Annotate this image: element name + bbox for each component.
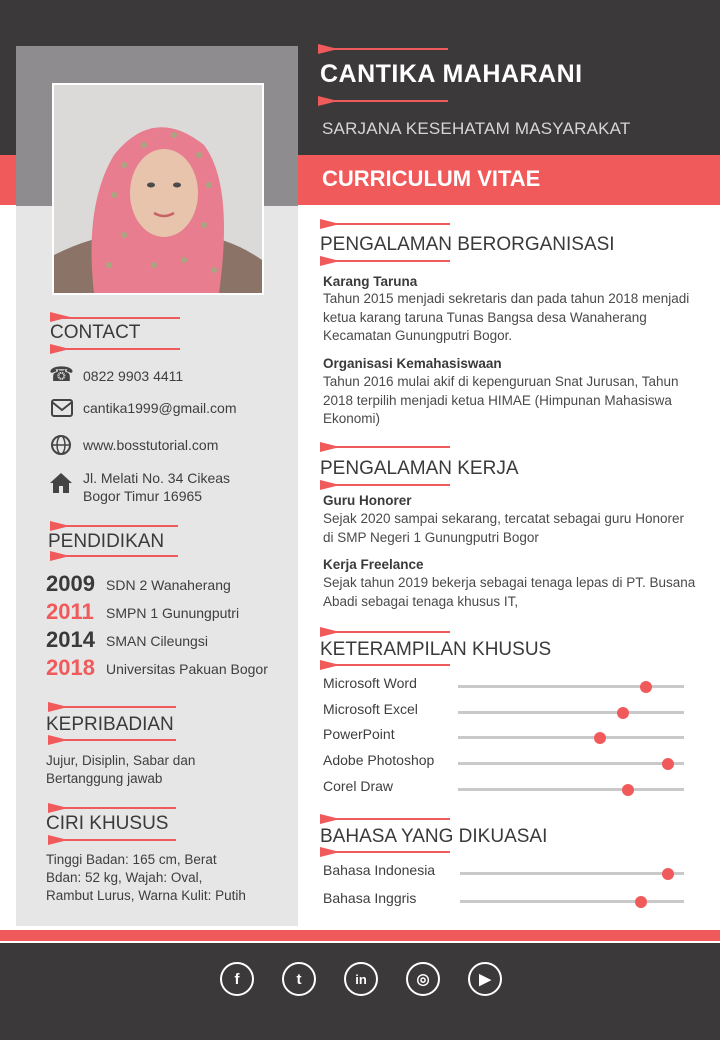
work-rule-bottom bbox=[320, 484, 450, 486]
footer-accent-bar bbox=[0, 930, 720, 941]
personality-rule-bottom bbox=[48, 739, 176, 741]
education-school: SMPN 1 Gunungputri bbox=[106, 605, 240, 621]
personality-rule-top bbox=[48, 706, 176, 708]
language-level-marker bbox=[635, 896, 647, 908]
twitter-icon[interactable]: t bbox=[282, 962, 316, 996]
education-rule-top bbox=[50, 525, 178, 527]
skill-track bbox=[458, 788, 684, 791]
contact-website[interactable]: www.bosstutorial.com bbox=[83, 437, 219, 453]
skill-level-marker bbox=[594, 732, 606, 744]
portrait-illustration bbox=[54, 85, 262, 293]
skills-rule-bottom bbox=[320, 664, 450, 666]
contact-rule-bottom bbox=[50, 348, 180, 350]
contact-phone: 0822 9903 4411 bbox=[83, 368, 184, 384]
profile-photo bbox=[52, 83, 264, 295]
org-item-body: Tahun 2016 mulai akif di kepenguruan Snat Jurusan, Tahun 2018 terpilih menjadi ketua HIMAE (Himpunan Mahasiswa Ekonomi) bbox=[323, 374, 679, 426]
work-item-title: Guru Honorer bbox=[323, 493, 412, 508]
skill-track bbox=[458, 711, 684, 714]
work-item-body: Sejak tahun 2019 bekerja sebagai tenaga lepas di PT. Busana Abadi sebagai tenaga khusus IT, bbox=[323, 575, 696, 609]
email-icon bbox=[50, 396, 74, 425]
language-label: Bahasa Inggris bbox=[323, 890, 417, 906]
personality-line2: Bertanggung jawab bbox=[46, 771, 163, 786]
education-school: SDN 2 Wanaherang bbox=[106, 577, 231, 593]
education-school: SMAN Cileungsi bbox=[106, 633, 208, 649]
globe-icon bbox=[50, 434, 72, 461]
traits-heading: CIRI KHUSUS bbox=[46, 813, 169, 834]
personality-line1: Jujur, Disiplin, Sabar dan bbox=[46, 753, 196, 768]
org-heading: PENGALAMAN BERORGANISASI bbox=[320, 234, 615, 255]
education-year: 2018 bbox=[46, 655, 95, 680]
traits-rule-top bbox=[48, 807, 176, 809]
education-heading: PENDIDIKAN bbox=[48, 531, 165, 552]
lang-rule-top bbox=[320, 818, 450, 820]
lang-heading: BAHASA YANG DIKUASAI bbox=[320, 826, 548, 847]
skill-label: Microsoft Word bbox=[323, 675, 417, 691]
org-item-title: Organisasi Kemahasiswaan bbox=[323, 356, 502, 371]
skill-label: PowerPoint bbox=[323, 726, 395, 742]
lang-rule-bottom bbox=[320, 851, 450, 853]
candidate-degree: SARJANA KESEHATAM MASYARAKAT bbox=[322, 119, 631, 138]
skill-track bbox=[458, 762, 684, 765]
education-school: Universitas Pakuan Bogor bbox=[106, 661, 268, 677]
org-rule-top bbox=[320, 223, 450, 225]
work-item-body: Sejak 2020 sampai sekarang, tercatat sebagai guru Honorer di SMP Negeri 1 Gunungputri Bogor bbox=[323, 511, 684, 545]
contact-address-line1: Jl. Melati No. 34 Cikeas bbox=[83, 470, 231, 486]
education-rule-bottom bbox=[50, 555, 178, 557]
work-item-title: Kerja Freelance bbox=[323, 557, 424, 572]
skill-label: Corel Draw bbox=[323, 778, 394, 794]
education-year: 2009 bbox=[46, 571, 95, 596]
org-item-title: Karang Taruna bbox=[323, 274, 418, 289]
language-label: Bahasa Indonesia bbox=[323, 862, 436, 878]
skill-label: Adobe Photoshop bbox=[323, 752, 435, 768]
document-title: CURRICULUM VITAE bbox=[322, 166, 541, 191]
org-rule-bottom bbox=[320, 260, 450, 262]
traits-line1: Tinggi Badan: 165 cm, Berat bbox=[46, 852, 217, 867]
name-flag-bottom-line bbox=[318, 100, 448, 102]
education-year: 2011 bbox=[46, 599, 94, 624]
skills-heading: KETERAMPILAN KHUSUS bbox=[320, 639, 552, 660]
youtube-icon[interactable]: ▶ bbox=[468, 962, 502, 996]
work-rule-top bbox=[320, 446, 450, 448]
language-track bbox=[460, 900, 684, 903]
language-level-marker bbox=[662, 868, 674, 880]
skill-level-marker bbox=[662, 758, 674, 770]
skill-level-marker bbox=[622, 784, 634, 796]
home-icon bbox=[48, 471, 74, 500]
linkedin-icon[interactable]: in bbox=[344, 962, 378, 996]
traits-line2: Bdan: 52 kg, Wajah: Oval, bbox=[46, 870, 203, 885]
education-year: 2014 bbox=[46, 627, 95, 652]
personality-heading: KEPRIBADIAN bbox=[46, 714, 174, 735]
contact-flag-top bbox=[50, 312, 70, 322]
skill-label: Microsoft Excel bbox=[323, 701, 418, 717]
contact-email[interactable]: cantika1999@gmail.com bbox=[83, 400, 237, 416]
org-item-body: Tahun 2015 menjadi sekretaris dan pada tahun 2018 menjadi ketua karang taruna Tunas Bangsa desa Wanaherang Kecamatan Gunungputri Bogor. bbox=[323, 291, 690, 343]
work-heading: PENGALAMAN KERJA bbox=[320, 458, 519, 479]
traits-line3: Rambut Lurus, Warna Kulit: Putih bbox=[46, 888, 246, 903]
language-track bbox=[460, 872, 684, 875]
candidate-name: CANTIKA MAHARANI bbox=[320, 60, 583, 88]
phone-icon: ☎ bbox=[49, 364, 74, 386]
instagram-icon[interactable]: ◎ bbox=[406, 962, 440, 996]
facebook-icon[interactable]: f bbox=[220, 962, 254, 996]
name-flag-top-line bbox=[318, 48, 448, 50]
contact-heading: CONTACT bbox=[50, 322, 141, 343]
skill-track bbox=[458, 736, 684, 739]
skill-level-marker bbox=[617, 707, 629, 719]
traits-rule-bottom bbox=[48, 839, 176, 841]
skills-rule-top bbox=[320, 631, 450, 633]
contact-address-line2: Bogor Timur 16965 bbox=[83, 488, 203, 504]
skill-level-marker bbox=[640, 681, 652, 693]
